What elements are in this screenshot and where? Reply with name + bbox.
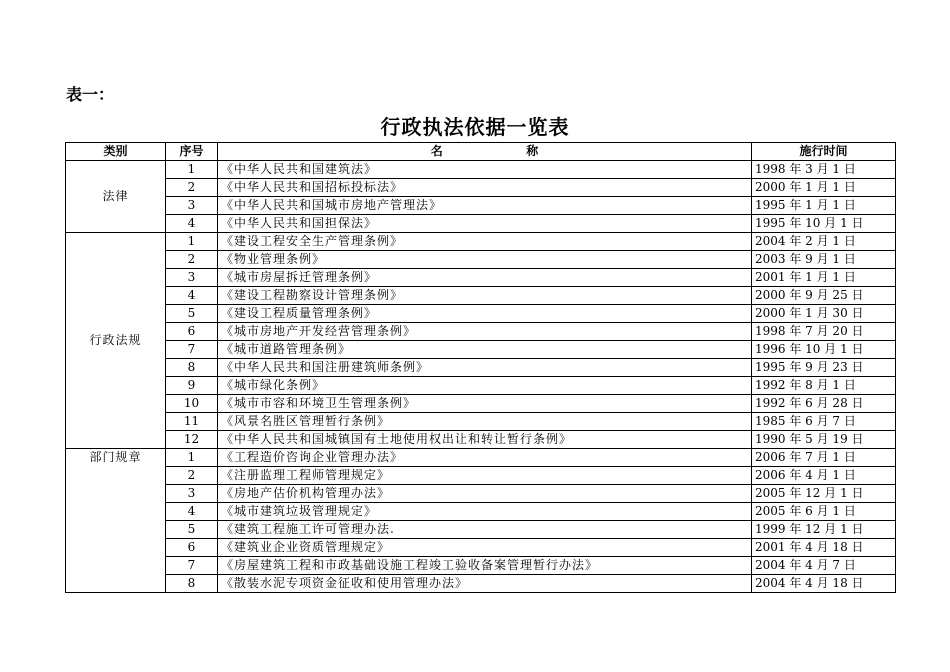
header-index: 序号 bbox=[166, 143, 218, 161]
date-cell: 1992 年 8 月 1 日 bbox=[752, 377, 896, 395]
name-cell: 《中华人民共和国城镇国有土地使用权出让和转让暂行条例》 bbox=[218, 431, 752, 449]
index-cell: 5 bbox=[166, 305, 218, 323]
table-row bbox=[66, 557, 896, 575]
date-cell: 2005 年 12 月 1 日 bbox=[752, 485, 896, 503]
index-cell: 5 bbox=[166, 521, 218, 539]
name-cell: 《中华人民共和国注册建筑师条例》 bbox=[218, 359, 752, 377]
table-row bbox=[66, 341, 896, 359]
table-row bbox=[66, 485, 896, 503]
date-cell: 1998 年 7 月 20 日 bbox=[752, 323, 896, 341]
name-cell: 《建筑业企业资质管理规定》 bbox=[218, 539, 752, 557]
name-cell: 《注册监理工程师管理规定》 bbox=[218, 467, 752, 485]
table-row bbox=[66, 449, 896, 467]
table-row bbox=[66, 305, 896, 323]
name-cell: 《城市建筑垃圾管理规定》 bbox=[218, 503, 752, 521]
date-cell: 1995 年 9 月 23 日 bbox=[752, 359, 896, 377]
index-cell: 9 bbox=[166, 377, 218, 395]
date-cell: 1998 年 3 月 1 日 bbox=[752, 161, 896, 179]
table-row bbox=[66, 179, 896, 197]
date-cell: 2004 年 4 月 18 日 bbox=[752, 575, 896, 593]
index-cell: 7 bbox=[166, 341, 218, 359]
date-cell: 1995 年 10 月 1 日 bbox=[752, 215, 896, 233]
index-cell: 8 bbox=[166, 359, 218, 377]
date-cell: 2000 年 1 月 30 日 bbox=[752, 305, 896, 323]
date-cell: 2006 年 4 月 1 日 bbox=[752, 467, 896, 485]
name-cell: 《建设工程勘察设计管理条例》 bbox=[218, 287, 752, 305]
index-cell: 1 bbox=[166, 161, 218, 179]
name-cell: 《风景名胜区管理暂行条例》 bbox=[218, 413, 752, 431]
index-cell: 4 bbox=[166, 215, 218, 233]
index-cell: 6 bbox=[166, 323, 218, 341]
name-cell: 《散装水泥专项资金征收和使用管理办法》 bbox=[218, 575, 752, 593]
index-cell: 1 bbox=[166, 449, 218, 467]
header-row bbox=[66, 143, 896, 161]
name-cell: 《建设工程质量管理条例》 bbox=[218, 305, 752, 323]
index-cell: 2 bbox=[166, 179, 218, 197]
name-cell: 《工程造价咨询企业管理办法》 bbox=[218, 449, 752, 467]
index-cell: 4 bbox=[166, 503, 218, 521]
header-category: 类别 bbox=[66, 143, 166, 161]
header-name: 名 称 bbox=[218, 143, 752, 161]
table-row bbox=[66, 215, 896, 233]
table-row bbox=[66, 413, 896, 431]
index-cell: 3 bbox=[166, 485, 218, 503]
index-cell: 12 bbox=[166, 431, 218, 449]
name-cell: 《城市道路管理条例》 bbox=[218, 341, 752, 359]
table-row bbox=[66, 197, 896, 215]
index-cell: 1 bbox=[166, 233, 218, 251]
table-row bbox=[66, 467, 896, 485]
index-cell: 3 bbox=[166, 197, 218, 215]
date-cell: 2000 年 9 月 25 日 bbox=[752, 287, 896, 305]
date-cell: 2004 年 2 月 1 日 bbox=[752, 233, 896, 251]
name-cell: 《城市房屋拆迁管理条例》 bbox=[218, 269, 752, 287]
table-row bbox=[66, 395, 896, 413]
date-cell: 2000 年 1 月 1 日 bbox=[752, 179, 896, 197]
index-cell: 8 bbox=[166, 575, 218, 593]
table-row bbox=[66, 539, 896, 557]
date-cell: 2004 年 4 月 7 日 bbox=[752, 557, 896, 575]
name-cell: 《中华人民共和国建筑法》 bbox=[218, 161, 752, 179]
date-cell: 1990 年 5 月 19 日 bbox=[752, 431, 896, 449]
index-cell: 2 bbox=[166, 467, 218, 485]
table-row bbox=[66, 521, 896, 539]
date-cell: 2005 年 6 月 1 日 bbox=[752, 503, 896, 521]
date-cell: 1995 年 1 月 1 日 bbox=[752, 197, 896, 215]
header-date: 施行时间 bbox=[752, 143, 896, 161]
date-cell: 2001 年 4 月 18 日 bbox=[752, 539, 896, 557]
name-cell: 《城市市容和环境卫生管理条例》 bbox=[218, 395, 752, 413]
name-cell: 《建筑工程施工许可管理办法. bbox=[218, 521, 752, 539]
name-cell: 《物业管理条例》 bbox=[218, 251, 752, 269]
index-cell: 3 bbox=[166, 269, 218, 287]
date-cell: 2003 年 9 月 1 日 bbox=[752, 251, 896, 269]
index-cell: 7 bbox=[166, 557, 218, 575]
index-cell: 6 bbox=[166, 539, 218, 557]
table-row bbox=[66, 233, 896, 251]
table-row bbox=[66, 377, 896, 395]
table-row bbox=[66, 323, 896, 341]
table-label: 表一： bbox=[66, 85, 115, 104]
date-cell: 1992 年 6 月 28 日 bbox=[752, 395, 896, 413]
date-cell: 2006 年 7 月 1 日 bbox=[752, 449, 896, 467]
date-cell: 2001 年 1 月 1 日 bbox=[752, 269, 896, 287]
table-row bbox=[66, 251, 896, 269]
table-row bbox=[66, 287, 896, 305]
regulations-table bbox=[65, 142, 896, 593]
category-cell: 法律 bbox=[66, 161, 166, 233]
date-cell: 1985 年 6 月 7 日 bbox=[752, 413, 896, 431]
table-row bbox=[66, 269, 896, 287]
name-cell: 《房地产估价机构管理办法》 bbox=[218, 485, 752, 503]
date-cell: 1996 年 10 月 1 日 bbox=[752, 341, 896, 359]
index-cell: 11 bbox=[166, 413, 218, 431]
index-cell: 4 bbox=[166, 287, 218, 305]
table-row bbox=[66, 359, 896, 377]
name-cell: 《中华人民共和国城市房地产管理法》 bbox=[218, 197, 752, 215]
index-cell: 2 bbox=[166, 251, 218, 269]
name-cell: 《建设工程安全生产管理条例》 bbox=[218, 233, 752, 251]
category-cell: 行政法规 bbox=[66, 233, 166, 449]
index-cell: 10 bbox=[166, 395, 218, 413]
name-cell: 《中华人民共和国担保法》 bbox=[218, 215, 752, 233]
table-row bbox=[66, 503, 896, 521]
name-cell: 《城市房地产开发经营管理条例》 bbox=[218, 323, 752, 341]
table-body bbox=[66, 161, 896, 593]
table-row bbox=[66, 431, 896, 449]
category-cell: 部门规章 bbox=[66, 449, 166, 593]
table-row bbox=[66, 161, 896, 179]
name-cell: 《城市绿化条例》 bbox=[218, 377, 752, 395]
date-cell: 1999 年 12 月 1 日 bbox=[752, 521, 896, 539]
name-cell: 《中华人民共和国招标投标法》 bbox=[218, 179, 752, 197]
name-cell: 《房屋建筑工程和市政基础设施工程竣工验收备案管理暂行办法》 bbox=[218, 557, 752, 575]
document-title: 行政执法依据一览表 bbox=[380, 115, 570, 139]
table-row bbox=[66, 575, 896, 593]
